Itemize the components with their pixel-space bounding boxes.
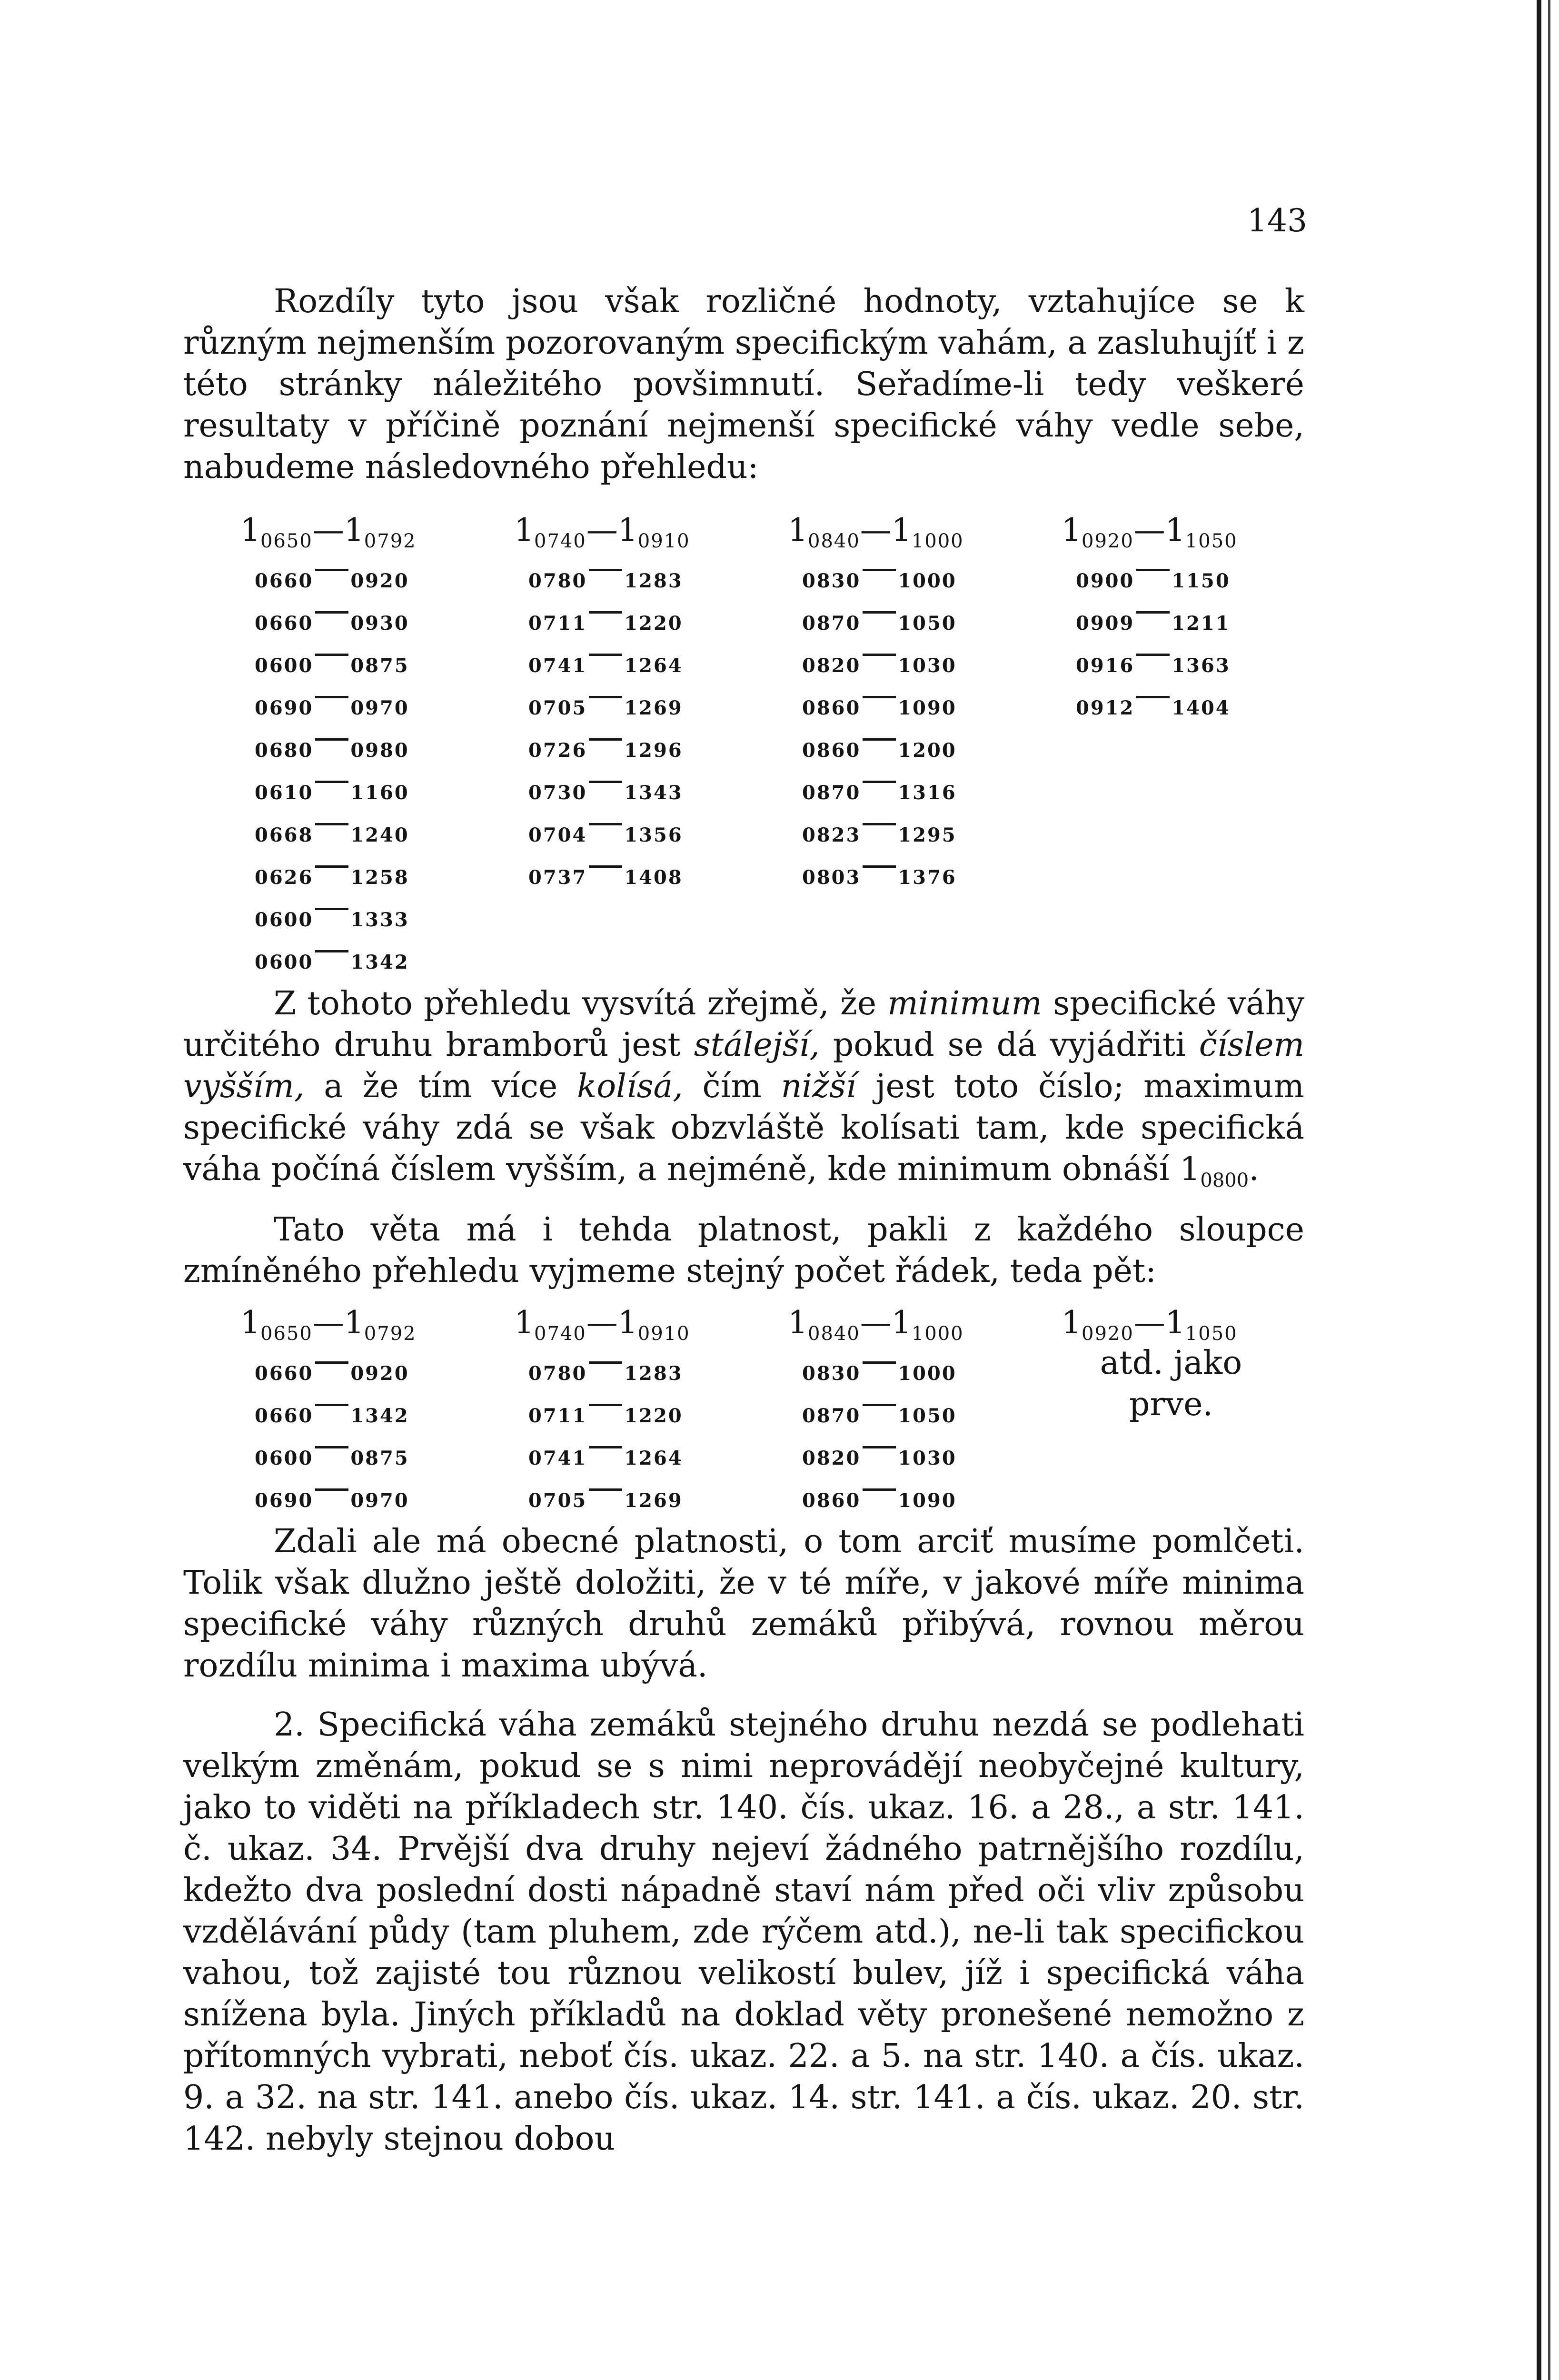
table-row: 0820 1030 [802,654,957,677]
paragraph-4: Zdali ale má obecné platnosti, o tom arciť musíme pomlčeti. Tolik však dlužno ještě doložiti, že v té míře, v jakové míře minima specifické váhy různých druhů zemáků přibývá, rovnou měrou rozdílu minima i maxima ubývá. [183,1523,1304,1685]
table-row: 0830 1000 [802,1362,957,1385]
table-row: 0660 1342 [255,1405,409,1427]
table-row: 0680 0980 [255,739,409,762]
table-row: 0660 0930 [255,612,409,635]
page-edge-shadow [1548,0,1550,2380]
column-header: $1_{0840}—1_{1000}$ [788,512,964,552]
table-row: 0780 1283 [528,1362,683,1385]
table-row: 0860 1090 [802,1489,957,1512]
table-row: 0705 1269 [528,697,683,719]
column-header: $1_{0650}—1_{0792}$ [240,512,417,552]
table-row: 0870 1050 [802,612,957,635]
table-row: 0741 1264 [528,654,683,677]
column-header: $1_{0920}—1_{1050}$ [1062,1304,1238,1345]
table-row: 0860 1090 [802,697,957,719]
table-row: 0912 1404 [1076,697,1231,719]
table-row: 0900 1150 [1076,570,1231,592]
column-header: $1_{0920}—1_{1050}$ [1062,512,1238,552]
column-header: $1_{0740}—1_{0910}$ [514,512,690,552]
table-row: 0741 1264 [528,1447,683,1469]
table-row: 0909 1211 [1076,612,1231,635]
column-header: $1_{0740}—1_{0910}$ [514,1304,690,1345]
table-row: 0626 1258 [255,866,409,889]
table-row: 0660 0920 [255,1362,409,1385]
paragraph-1: Rozdíly tyto jsou však rozličné hodnoty, vztahujíce se k různým nejmenším pozorovaným specifickým vahám, a zasluhujíť i z této stránky náležitého povšimnutí. Seřadíme-li tedy veškeré resultaty v příčině poznání nejmenší specifické váhy vedle sebe, nabudeme následovného přehledu: [183,283,1304,486]
table-row: 0600 0875 [255,1447,409,1469]
table-row: 0704 1356 [528,824,683,846]
table-row: 0711 1220 [528,612,683,635]
table-row: 0711 1220 [528,1405,683,1427]
paragraph-3: Tato věta má i tehda platnost, pakli z každého sloupce zmíněného přehledu vyjmeme stejný počet řádek, teda pět: [183,1211,1304,1290]
table-row: 0600 0875 [255,654,409,677]
table-row: 0668 1240 [255,824,409,846]
table-row: 0737 1408 [528,866,683,889]
table-row: 0690 0970 [255,697,409,719]
table-row: 0780 1283 [528,570,683,592]
table-row: 0830 1000 [802,570,957,592]
table-row: 0705 1269 [528,1489,683,1512]
table-row: 0610 1160 [255,782,409,804]
table-row: 0820 1030 [802,1447,957,1469]
column-header: $1_{0840}—1_{1000}$ [788,1304,964,1345]
column-header: $1_{0650}—1_{0792}$ [240,1304,417,1345]
table-2-note: atd. jako prve. [1100,1344,1242,1423]
table-row: 0600 1333 [255,909,409,931]
paragraph-5: 2. Specifická váha zemáků stejného druhu nezdá se podlehati velkým změnám, pokud se s nimi neprovádějí neobyčejné kultury, jako to viděti na příkladech str. 140. čís. ukaz. 16. a 28., a str. 141. č. ukaz. 34. Prvější dva druhy nejeví žádného patrnějšího rozdílu, kdežto dva poslední dosti nápadně staví nám před oči vliv způsobu vzdělávání půdy (tam pluhem, zde rýčem atd.), ne-li tak specifickou vahou, tož zajisté tou různou velikostí bulev, jíž i specifická váha snížena byla. Jiných příkladů na doklad věty pronešené nemožno z přítomných vybrati, neboť čís. ukaz. 22. a 5. na str. 140. a čís. ukaz. 9. a 32. na str. 141. anebo čís. ukaz. 14. str. 141. a čís. ukaz. 20. str. 142. nebyly stejnou dobou [183,1706,1304,2158]
table-row: 0730 1343 [528,782,683,804]
table-row: 0916 1363 [1076,654,1231,677]
table-row: 0823 1295 [802,824,957,846]
table-row: 0660 0920 [255,570,409,592]
table-row: 0600 1342 [255,951,409,973]
paragraph-2: Z tohoto přehledu vysvítá zřejmě, že minimum specifické váhy určitého druhu bramborů jest stálejší, pokud se dá vyjádřiti číslem vyšším, a že tím více kolísá, čím nižší jest toto číslo; maximum specifické váhy zdá se však obzvláště kolísati tam, kde specifická váha počíná číslem vyšším, a nejméně, kde minimum obnáší $1_{0800}$. [183,985,1304,1191]
table-row: 0870 1316 [802,782,957,804]
table-row: 0870 1050 [802,1405,957,1427]
page-edge [1537,0,1541,2380]
table-row: 0690 0970 [255,1489,409,1512]
table-row: 0803 1376 [802,866,957,889]
page-number: 143 [1247,202,1307,239]
table-row: 0860 1200 [802,739,957,762]
table-row: 0726 1296 [528,739,683,762]
